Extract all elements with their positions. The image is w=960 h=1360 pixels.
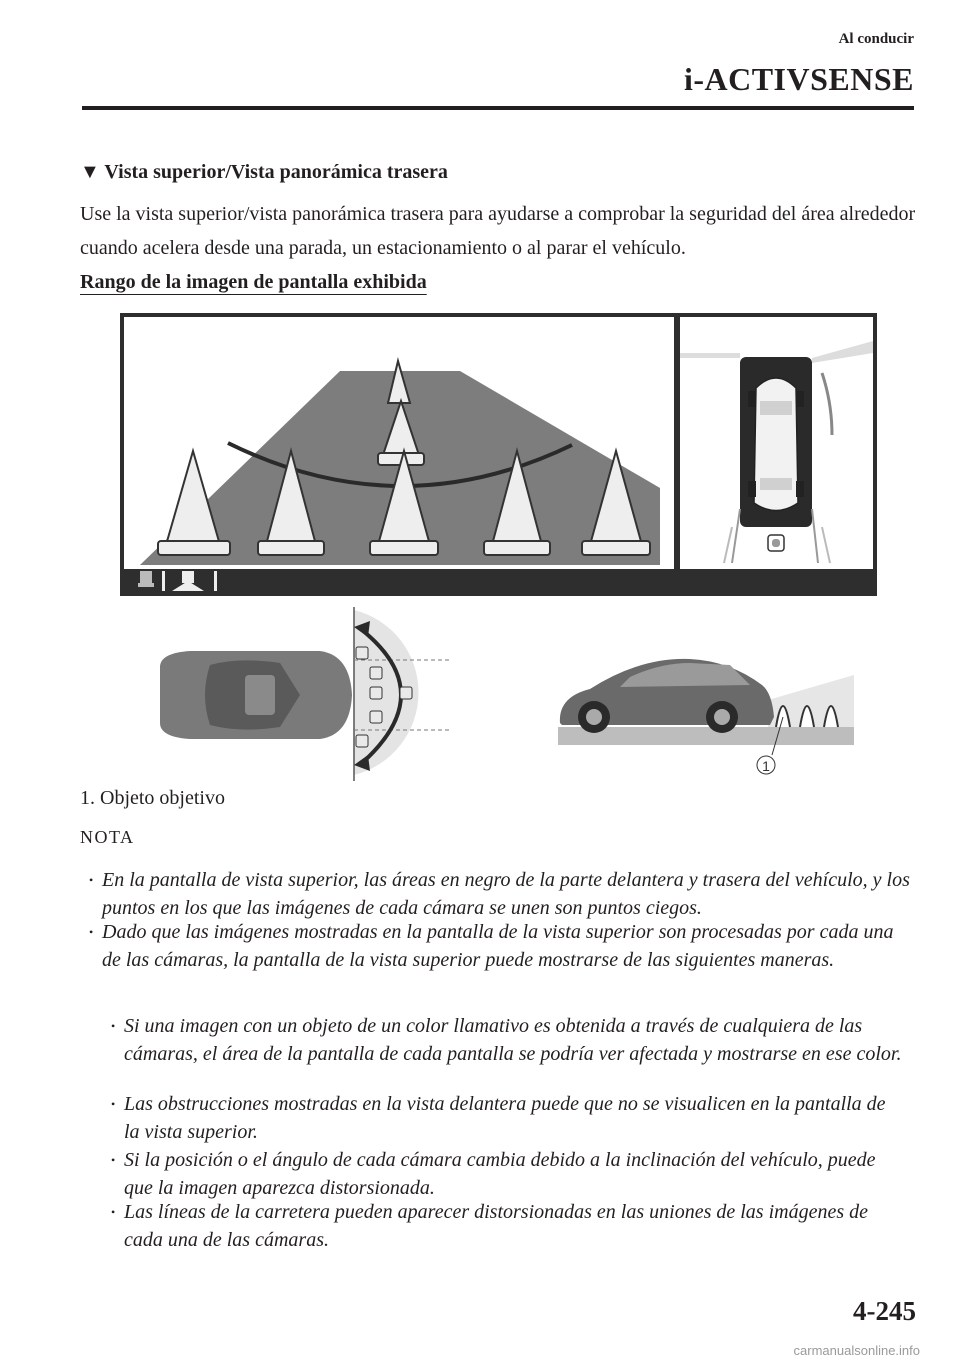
display-screen-illustration (120, 313, 877, 596)
note-item: • Dado que las imágenes mostradas en la pantalla de la vista superior son procesadas por cada una de las cámaras, la pantalla de la vista superior puede mostrarse de las siguientes maneras. (102, 918, 902, 974)
traffic-cone-icon (776, 706, 838, 727)
sub-note-item: • Si la posición o el ángulo de cada cámara cambia debido a la inclinación del vehículo, puede que la imagen aparezca distorsionada. (124, 1146, 904, 1202)
vehicle-top-view (160, 651, 352, 739)
subheading: Rango de la imagen de pantalla exhibida (80, 271, 427, 293)
sub-note-item: • Las obstrucciones mostradas en la vista delantera puede que no se visualicen en la pantalla de la vista superior. (124, 1090, 904, 1146)
vehicle-side-view (560, 659, 774, 733)
detection-area-diagram (150, 605, 860, 785)
section-heading: ▼ Vista superior/Vista panorámica trasera (80, 161, 448, 183)
sub-note-item: • Las líneas de la carretera pueden aparecer distorsionadas en las uniones de las imágenes de cada una de las cámaras. (124, 1198, 904, 1254)
callout-number: 1 (762, 758, 770, 774)
note-item: • En la pantalla de vista superior, las áreas en negro de la parte delantera y trasera del vehículo, y los puntos en los que las imágenes de cada cámara se unen son puntos ciegos. (102, 866, 922, 922)
watermark: carmanualsonline.info (793, 1343, 920, 1358)
sub-note-item: • Si una imagen con un objeto de un color llamativo es obtenida a través de cualquiera de las cámaras, el área de la pantalla de cada pantalla se podría ver afectada y mostrarse en ese color. (124, 1012, 904, 1068)
page-number: 4-245 (853, 1296, 916, 1326)
intro-paragraph: Use la vista superior/vista panorámica trasera para ayudarse a comprobar la seguridad del área alrededor cuando acelera desde una parada, un estacionamiento o al parar el vehículo. (80, 203, 916, 259)
note-label: NOTA (80, 827, 135, 847)
section-label: Al conducir (838, 31, 914, 47)
chapter-title: i-ACTIVSENSE (683, 61, 914, 97)
header-rule (82, 106, 914, 110)
figure-caption: 1. Objeto objetivo (80, 787, 225, 809)
